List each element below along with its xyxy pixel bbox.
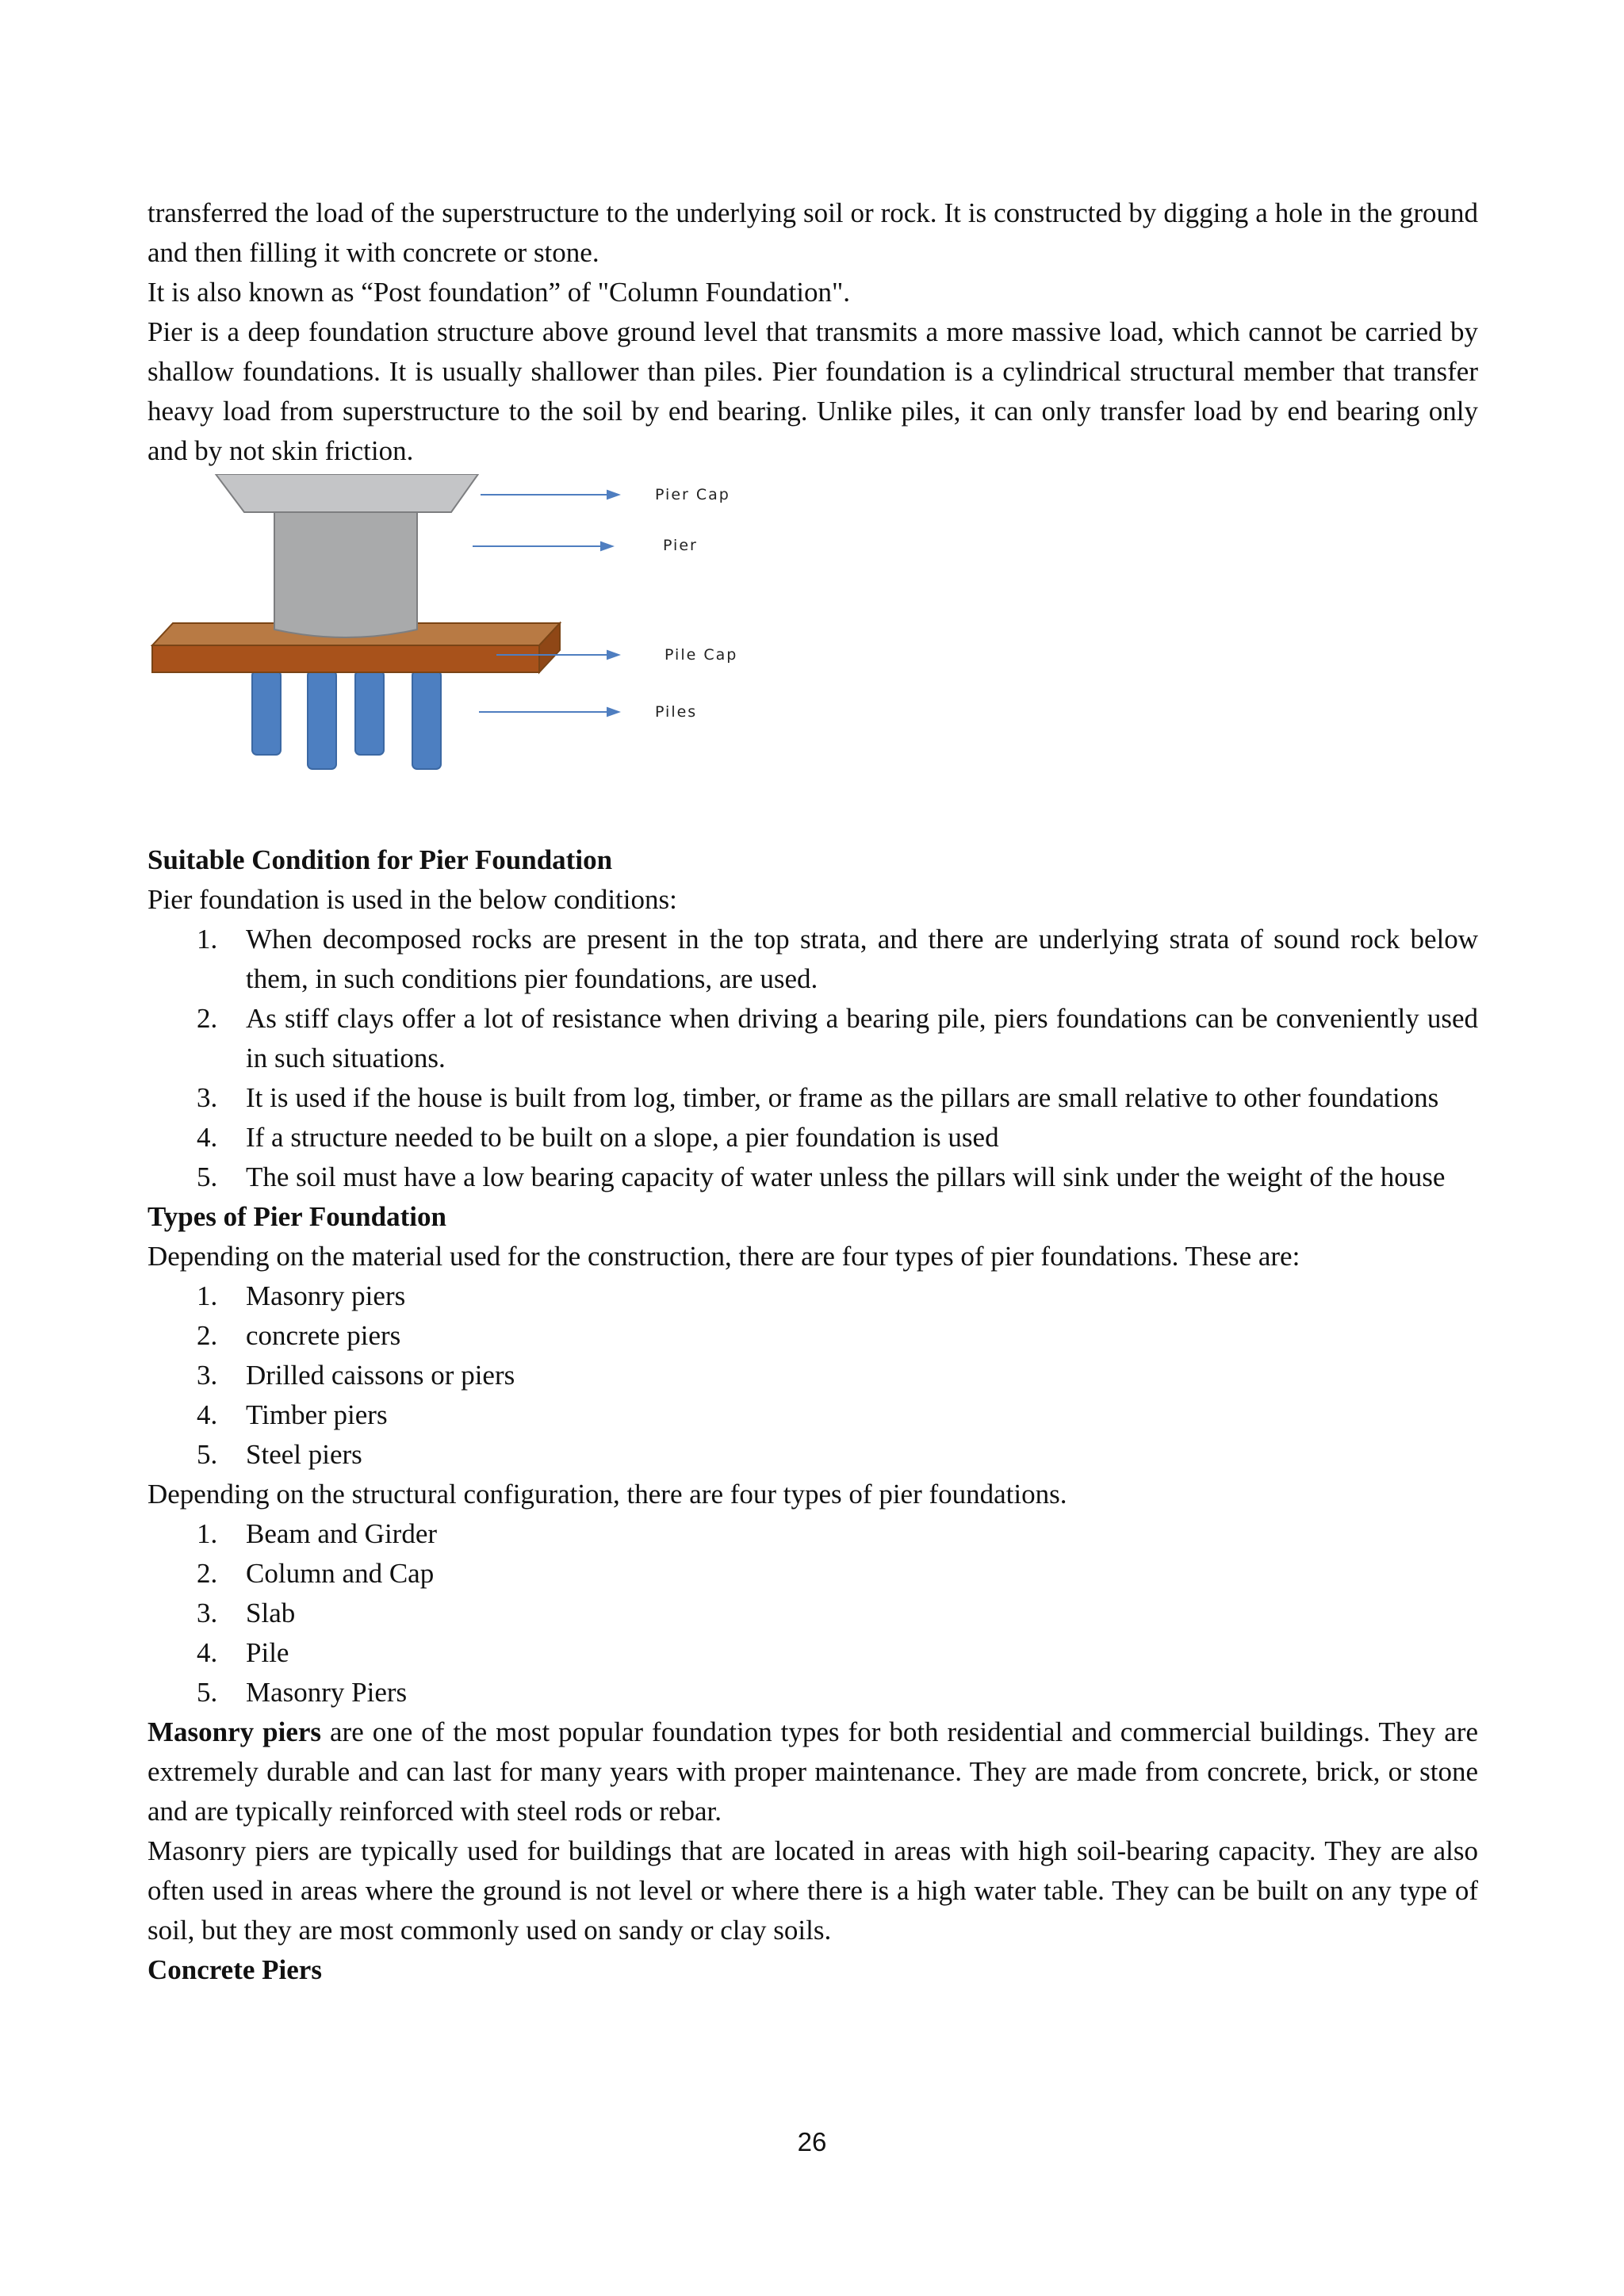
list-item-text: When decomposed rocks are present in the top strata, and there are underlying strata of sound rock below them, in such conditions pier foundations, are used. bbox=[246, 924, 1478, 994]
list-number: 4. bbox=[197, 1122, 218, 1153]
list-item-text: Pile bbox=[246, 1637, 289, 1668]
masonry-paragraph-1-text: are one of the most popular foundation types for both residential and commercial buildings. They are extremely durable and can last for many years with proper maintenance. They are made from concrete, brick, or stone and are typically reinforced with steel rods or rebar. bbox=[147, 1716, 1478, 1827]
list-number: 2. bbox=[197, 1558, 218, 1589]
suitable-conditions-list bbox=[147, 920, 1478, 1197]
list-item bbox=[147, 1673, 1478, 1712]
list-number: 3. bbox=[197, 1598, 218, 1628]
arrow-pier-cap-head bbox=[607, 491, 619, 499]
pile-3 bbox=[355, 671, 384, 755]
diagram-svg bbox=[147, 474, 782, 799]
list-number: 2. bbox=[197, 1320, 218, 1351]
document-page bbox=[147, 193, 1478, 1990]
list-number: 1. bbox=[197, 1280, 218, 1311]
list-item bbox=[147, 999, 1478, 1078]
list-number: 1. bbox=[197, 1518, 218, 1549]
list-item bbox=[147, 1594, 1478, 1633]
types-heading: Types of Pier Foundation bbox=[147, 1201, 446, 1232]
label-pier-cap: Pier Cap bbox=[655, 486, 730, 503]
page-number: 26 bbox=[797, 2127, 827, 2156]
list-item bbox=[147, 1435, 1478, 1475]
list-number: 4. bbox=[197, 1637, 218, 1668]
list-number: 3. bbox=[197, 1082, 218, 1113]
masonry-paragraph-1 bbox=[147, 1712, 1478, 1831]
intro-paragraph-1: transferred the load of the superstructure to the underlying soil or rock. It is constructed by digging a hole in the ground and then filling it with concrete or stone. bbox=[147, 197, 1478, 268]
list-item bbox=[147, 1118, 1478, 1158]
list-item bbox=[147, 1514, 1478, 1554]
pier-column bbox=[274, 509, 417, 637]
list-item-text: As stiff clays offer a lot of resistance when driving a bearing pile, piers foundations can be conveniently used in such situations. bbox=[246, 1003, 1478, 1073]
list-number: 5. bbox=[197, 1161, 218, 1192]
masonry-paragraph-2: Masonry piers are typically used for buildings that are located in areas with high soil-bearing capacity. They are also often used in areas where the ground is not level or where there is a high water table. They can be built on any type of soil, but they are most commonly used on sandy or clay soils. bbox=[147, 1835, 1478, 1946]
arrow-pier-head bbox=[601, 542, 612, 550]
list-item-text: Drilled caissons or piers bbox=[246, 1360, 515, 1391]
arrow-piles-head bbox=[607, 708, 619, 716]
structural-types-list bbox=[147, 1514, 1478, 1712]
list-item bbox=[147, 1554, 1478, 1594]
list-item-text: Steel piers bbox=[246, 1439, 362, 1470]
list-item-text: Masonry piers bbox=[246, 1280, 406, 1311]
pile-1 bbox=[252, 671, 281, 755]
list-item bbox=[147, 1356, 1478, 1395]
pile-2 bbox=[308, 671, 336, 769]
types-material-intro: Depending on the material used for the construction, there are four types of pier foundations. These are: bbox=[147, 1241, 1300, 1272]
list-item-text: It is used if the house is built from log, timber, or frame as the pillars are small relative to other foundations bbox=[246, 1082, 1439, 1113]
suitable-heading: Suitable Condition for Pier Foundation bbox=[147, 844, 613, 875]
intro-paragraph-3: Pier is a deep foundation structure above ground level that transmits a more massive load, which cannot be carried by shallow foundations. It is usually shallower than piles. Pier foundation is a cylindrical structural member that transfer heavy load from superstructure to the soil by end bearing. Unlike piles, it can only transfer load by end bearing only and by not skin friction. bbox=[147, 316, 1478, 466]
pier-foundation-diagram bbox=[147, 474, 782, 799]
list-number: 2. bbox=[197, 1003, 218, 1034]
list-item-text: Beam and Girder bbox=[246, 1518, 438, 1549]
pile-4 bbox=[412, 671, 441, 769]
list-item bbox=[147, 920, 1478, 999]
list-item bbox=[147, 1078, 1478, 1118]
list-number: 4. bbox=[197, 1399, 218, 1430]
arrow-pile-cap-head bbox=[607, 651, 619, 659]
list-item-text: concrete piers bbox=[246, 1320, 401, 1351]
list-item-text: Timber piers bbox=[246, 1399, 388, 1430]
intro-paragraph-2: It is also known as “Post foundation” of "Column Foundation". bbox=[147, 277, 851, 308]
label-piles: Piles bbox=[655, 703, 698, 721]
list-item bbox=[147, 1316, 1478, 1356]
list-item bbox=[147, 1395, 1478, 1435]
list-item-text: Slab bbox=[246, 1598, 296, 1628]
types-structural-intro: Depending on the structural configuration, there are four types of pier foundations. bbox=[147, 1479, 1067, 1510]
pier-cap bbox=[216, 474, 478, 512]
list-item-text: The soil must have a low bearing capacity of water unless the pillars will sink under the weight of the house bbox=[246, 1161, 1446, 1192]
list-item-text: Column and Cap bbox=[246, 1558, 435, 1589]
label-pile-cap: Pile Cap bbox=[665, 646, 738, 664]
masonry-lead-term: Masonry piers bbox=[147, 1716, 322, 1747]
list-item-text: Masonry Piers bbox=[246, 1677, 408, 1708]
pile-cap-front bbox=[152, 645, 539, 672]
list-item bbox=[147, 1276, 1478, 1316]
label-pier: Pier bbox=[663, 537, 698, 554]
list-number: 1. bbox=[197, 924, 218, 955]
list-number: 3. bbox=[197, 1360, 218, 1391]
list-item bbox=[147, 1633, 1478, 1673]
material-types-list bbox=[147, 1276, 1478, 1475]
list-number: 5. bbox=[197, 1677, 218, 1708]
concrete-piers-heading: Concrete Piers bbox=[147, 1954, 322, 1985]
suitable-intro: Pier foundation is used in the below conditions: bbox=[147, 884, 677, 915]
list-number: 5. bbox=[197, 1439, 218, 1470]
list-item bbox=[147, 1158, 1478, 1197]
list-item-text: If a structure needed to be built on a slope, a pier foundation is used bbox=[246, 1122, 999, 1153]
